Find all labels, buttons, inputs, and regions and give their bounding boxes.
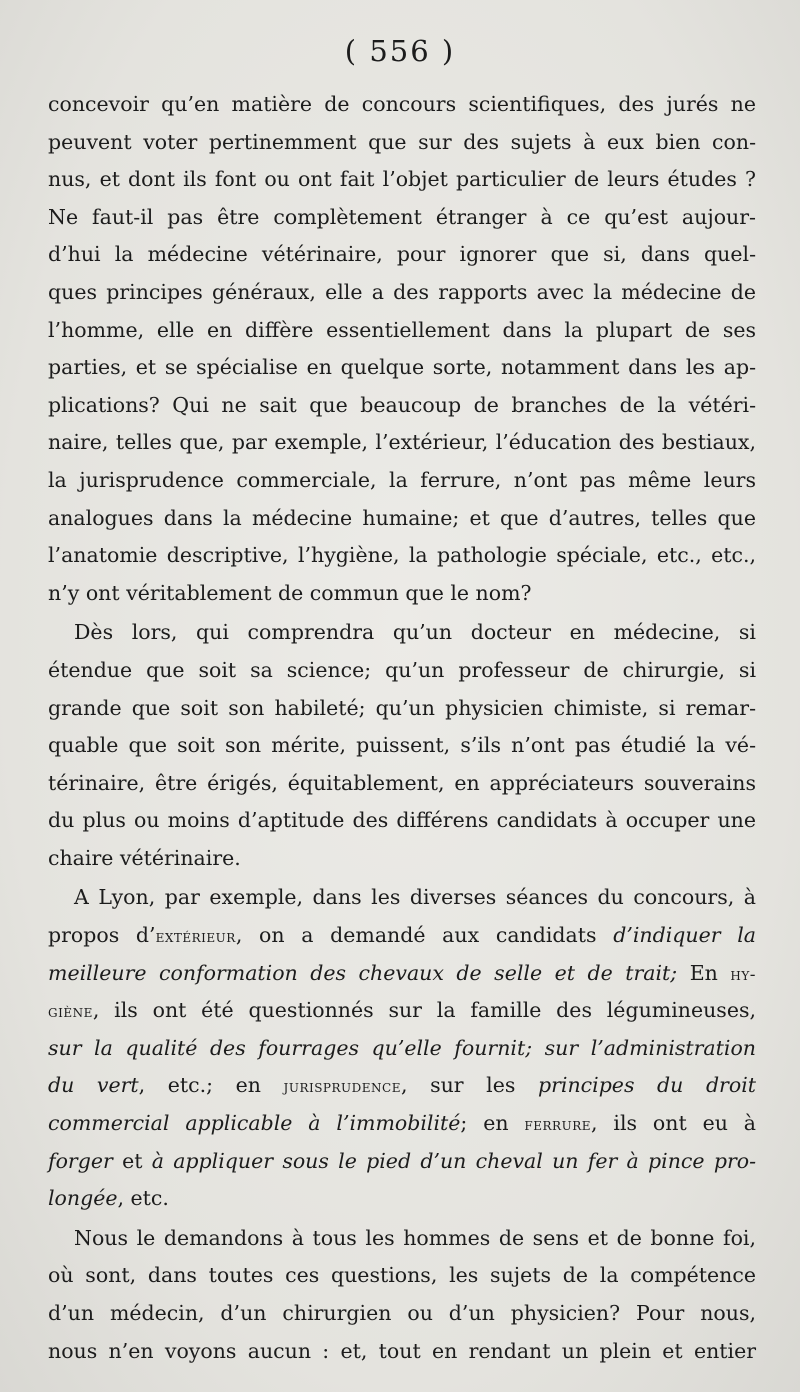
text-run: ; en [460, 1111, 525, 1136]
text-line [48, 1105, 756, 1143]
italic-phrase: principes du droit [537, 1073, 756, 1098]
text-line [48, 614, 756, 652]
text-line [48, 992, 756, 1030]
text-run: d’un médecin, d’un chirurgien ou d’un physicien? Pour nous, [48, 1301, 756, 1325]
text-run: peuvent voter pertinemment que sur des sujets à eux bien con- [48, 129, 756, 154]
text-line [48, 727, 756, 765]
italic-phrase: meilleure conformation des chevaux de selle et de trait; [48, 960, 678, 985]
text-run: la jurisprudence commerciale, la ferrure, n’ont pas même leurs [48, 467, 756, 492]
text-run: naire, telles que, par exemple, l’extérieur, l’éducation des bestiaux, [48, 430, 756, 455]
text-run: étendue que soit sa science; qu’un professeur de chirurgie, si [48, 657, 756, 682]
text-line [48, 1180, 756, 1218]
text-line [48, 86, 756, 124]
text-line [48, 1143, 756, 1181]
text-run: et [112, 1148, 152, 1173]
text-line [48, 124, 756, 162]
text-line [48, 917, 756, 955]
text-line [48, 802, 756, 840]
text-run: plications? Qui ne sait que beaucoup de branches de la vétéri- [48, 392, 756, 417]
text-line [48, 1333, 756, 1371]
text-run: quable que soit son mérite, puissent, s’ils n’ont pas étudié la vé- [48, 733, 756, 758]
text-run: concevoir qu’en matière de concours scientifiques, des jurés ne [48, 92, 756, 116]
text-run: , etc.; en [138, 1073, 284, 1098]
text-line [48, 274, 756, 312]
text-line [48, 349, 756, 387]
text-run: En [677, 960, 731, 985]
text-line [48, 161, 756, 199]
italic-phrase: longée [48, 1186, 118, 1211]
text-run: Nous le demandons à tous les hommes de sens et de bonne foi, [74, 1225, 756, 1250]
italic-phrase: commercial applicable à l’immobilité [48, 1111, 461, 1136]
italic-phrase: forger [48, 1148, 113, 1173]
italic-phrase: du vert [48, 1073, 139, 1098]
text-run: où sont, dans toutes ces questions, les sujets de la compétence [48, 1263, 756, 1288]
text-run: A Lyon, par exemple, dans les diverses séances du concours, à [74, 885, 756, 910]
small-caps-term: jurisprudence [283, 1077, 401, 1098]
text-run: , sur les [400, 1073, 538, 1098]
text-line [48, 500, 756, 538]
text-run: , ils ont eu à [591, 1111, 756, 1136]
small-caps-term: ferrure [524, 1115, 591, 1136]
text-line [48, 312, 756, 350]
text-run: l’homme, elle en diffère essentiellement dans la plupart de ses [48, 317, 756, 342]
text-line [48, 1257, 756, 1295]
text-run: du plus ou moins d’aptitude des différens candidats à occuper une [48, 808, 756, 833]
text-line [48, 199, 756, 237]
text-run: Ne faut-il pas être complètement étranger à ce qu’est aujour- [48, 204, 756, 229]
italic-phrase: sur la qualité des fourrages qu’elle fournit; sur l’administration [48, 1035, 756, 1060]
text-line [48, 575, 756, 613]
text-run: l’anatomie descriptive, l’hygiène, la pathologie spéciale, etc., etc., [48, 543, 756, 568]
text-run: chaire vétérinaire. [48, 845, 241, 870]
text-line [48, 462, 756, 500]
text-line [48, 879, 756, 917]
text-line [48, 1030, 756, 1068]
text-run: n’y ont véritablement de commun que le nom? [48, 580, 532, 605]
text-run: nous n’en voyons aucun : et, tout en rendant un plein et entier [48, 1338, 756, 1363]
text-run: analogues dans la médecine humaine; et que d’autres, telles que [48, 505, 756, 530]
text-line [48, 424, 756, 462]
italic-phrase: d’indiquer la [613, 923, 757, 948]
small-caps-term: extérieur [155, 927, 236, 948]
text-run: Dès lors, qui comprendra qu’un docteur en médecine, si [74, 620, 756, 645]
small-caps-term: hy- [730, 964, 757, 985]
text-line [48, 765, 756, 803]
text-run: ques principes généraux, elle a des rapports avec la médecine de [48, 279, 756, 304]
italic-phrase: à appliquer sous le pied d’un cheval un fer à pince pro- [151, 1148, 757, 1173]
text-line [48, 955, 756, 993]
text-run: grande que soit son habileté; qu’un physicien chimiste, si remar- [48, 695, 756, 720]
text-line [48, 236, 756, 274]
body-text [48, 86, 756, 1370]
text-run: parties, et se spécialise en quelque sorte, notamment dans les ap- [48, 355, 756, 380]
text-run: d’hui la médecine vétérinaire, pour ignorer que si, dans quel- [48, 242, 756, 267]
text-run: , etc. [117, 1186, 169, 1211]
text-line [48, 1220, 756, 1258]
small-caps-term: giène [48, 1002, 93, 1023]
text-run: propos d’ [48, 923, 156, 948]
text-line [48, 1295, 756, 1333]
text-run: , on a demandé aux candidats [235, 923, 614, 948]
text-run: nus, et dont ils font ou ont fait l’objet particulier de leurs études ? [48, 167, 756, 192]
text-run: térinaire, être érigés, équitablement, en appréciateurs souverains [48, 770, 756, 795]
text-line [48, 387, 756, 425]
page-number: ( 556 ) [344, 34, 456, 68]
text-line [48, 840, 756, 878]
text-line [48, 690, 756, 728]
text-line [48, 1067, 756, 1105]
text-line [48, 652, 756, 690]
text-run: , ils ont été questionnés sur la famille des légumineuses, [92, 998, 756, 1023]
text-line [48, 537, 756, 575]
